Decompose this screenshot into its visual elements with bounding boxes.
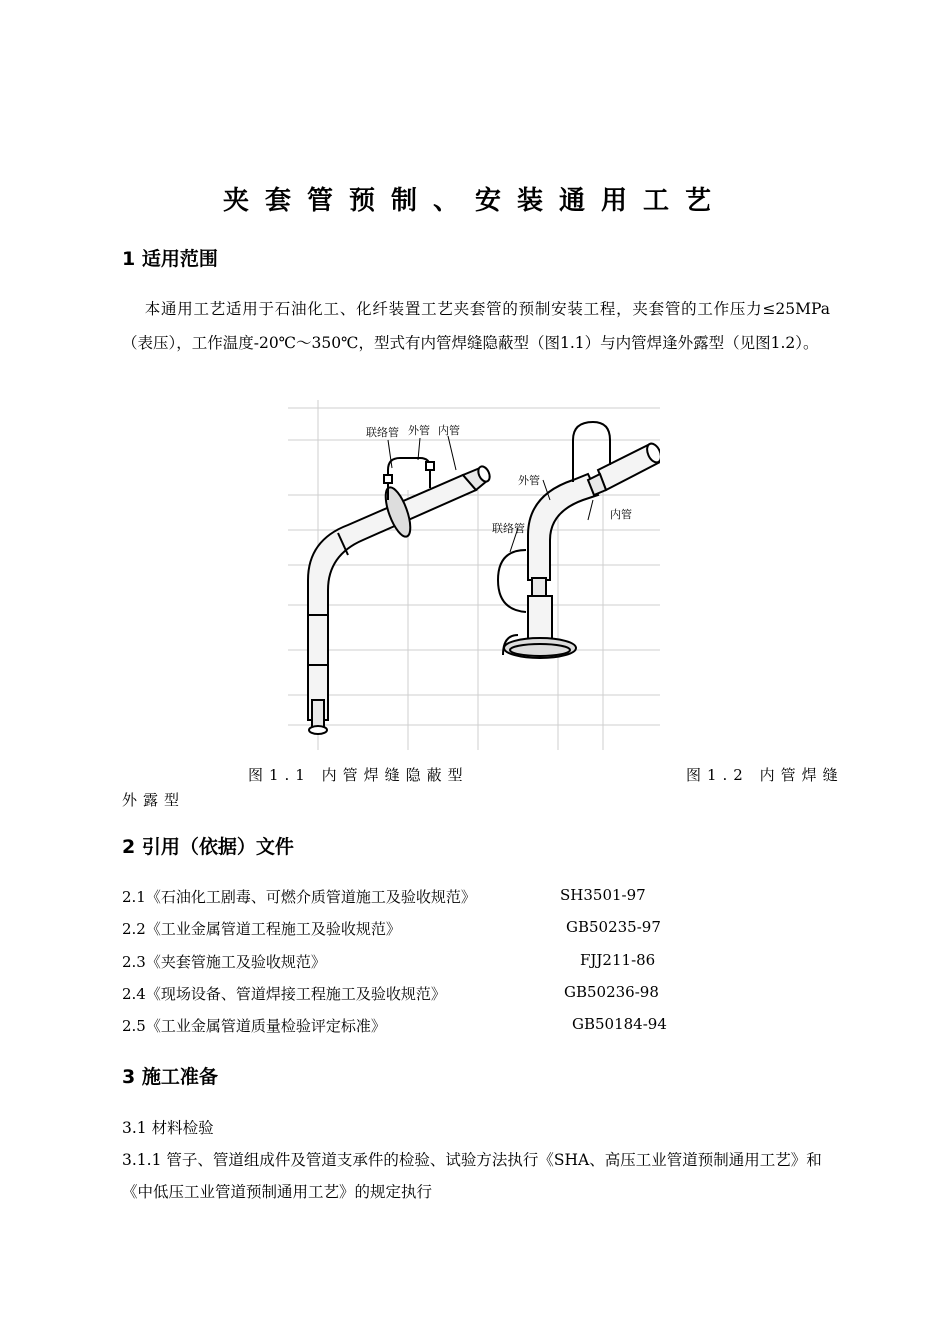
reference-row	[122, 951, 682, 979]
reference-title: 2.3《夹套管施工及验收规范》	[122, 953, 326, 971]
reference-code: FJJ211-86	[580, 951, 656, 969]
section-1-text: 本通用工艺适用于石油化工、化纤装置工艺夹套管的预制安装工程，夹套管的工作压力≤25MPa（表压），工作温度-20℃～350℃，型式有内管焊缝隐蔽型（图1.1）与内管焊逢外露型（见图1.2）。	[122, 300, 830, 352]
reference-title: 2.1《石油化工剧毒、可燃介质管道施工及验收规范》	[122, 888, 476, 906]
left-pipe-drawing	[308, 458, 492, 734]
label-outer-pipe-right: 外管	[518, 474, 540, 487]
figure-illustration	[288, 400, 660, 750]
reference-code: GB50236-98	[564, 983, 659, 1001]
figure-caption-2-continued: 外露型	[122, 791, 186, 809]
label-inner-pipe-right: 内管	[610, 508, 632, 521]
figure-caption-2: 图1.2 内管焊缝	[686, 766, 844, 784]
reference-row	[122, 918, 682, 946]
background-table-lines	[288, 400, 660, 750]
section-1-heading: 1 适用范围	[122, 248, 218, 270]
figure-caption-1: 图1.1 内管焊缝隐蔽型	[248, 766, 469, 784]
section-3-1-1-paragraph: 3.1.1 管子、管道组成件及管道支承件的检验、试验方法执行《SHA、高压工业管道预制通用工艺》和《中低压工业管道预制通用工艺》的规定执行	[122, 1151, 822, 1201]
reference-title: 2.2《工业金属管道工程施工及验收规范》	[122, 920, 401, 938]
reference-title: 2.5《工业金属管道质量检验评定标准》	[122, 1017, 386, 1035]
section-3-heading: 3 施工准备	[122, 1066, 218, 1088]
reference-code: GB50235-97	[566, 918, 661, 936]
label-outer-pipe-left: 外管	[408, 424, 430, 437]
left-leader-lines	[388, 436, 456, 470]
reference-row	[122, 886, 682, 914]
reference-row	[122, 1015, 682, 1043]
label-connecting-pipe-right: 联络管	[492, 522, 525, 535]
figure-jacketed-pipes	[288, 400, 660, 750]
section-3-1-heading: 3.1 材料检验	[122, 1119, 214, 1137]
page-title: 夹套管预制、安装通用工艺	[222, 186, 727, 216]
section-2-heading: 2 引用（依据）文件	[122, 836, 294, 858]
reference-code: SH3501-97	[560, 886, 646, 904]
reference-title: 2.4《现场设备、管道焊接工程施工及验收规范》	[122, 985, 446, 1003]
label-connecting-pipe-left: 联络管	[366, 426, 399, 439]
right-pipe-drawing	[498, 422, 660, 658]
label-inner-pipe-left: 内管	[438, 424, 460, 437]
reference-row	[122, 983, 682, 1011]
section-1-paragraph	[122, 292, 830, 360]
reference-code: GB50184-94	[572, 1015, 667, 1033]
